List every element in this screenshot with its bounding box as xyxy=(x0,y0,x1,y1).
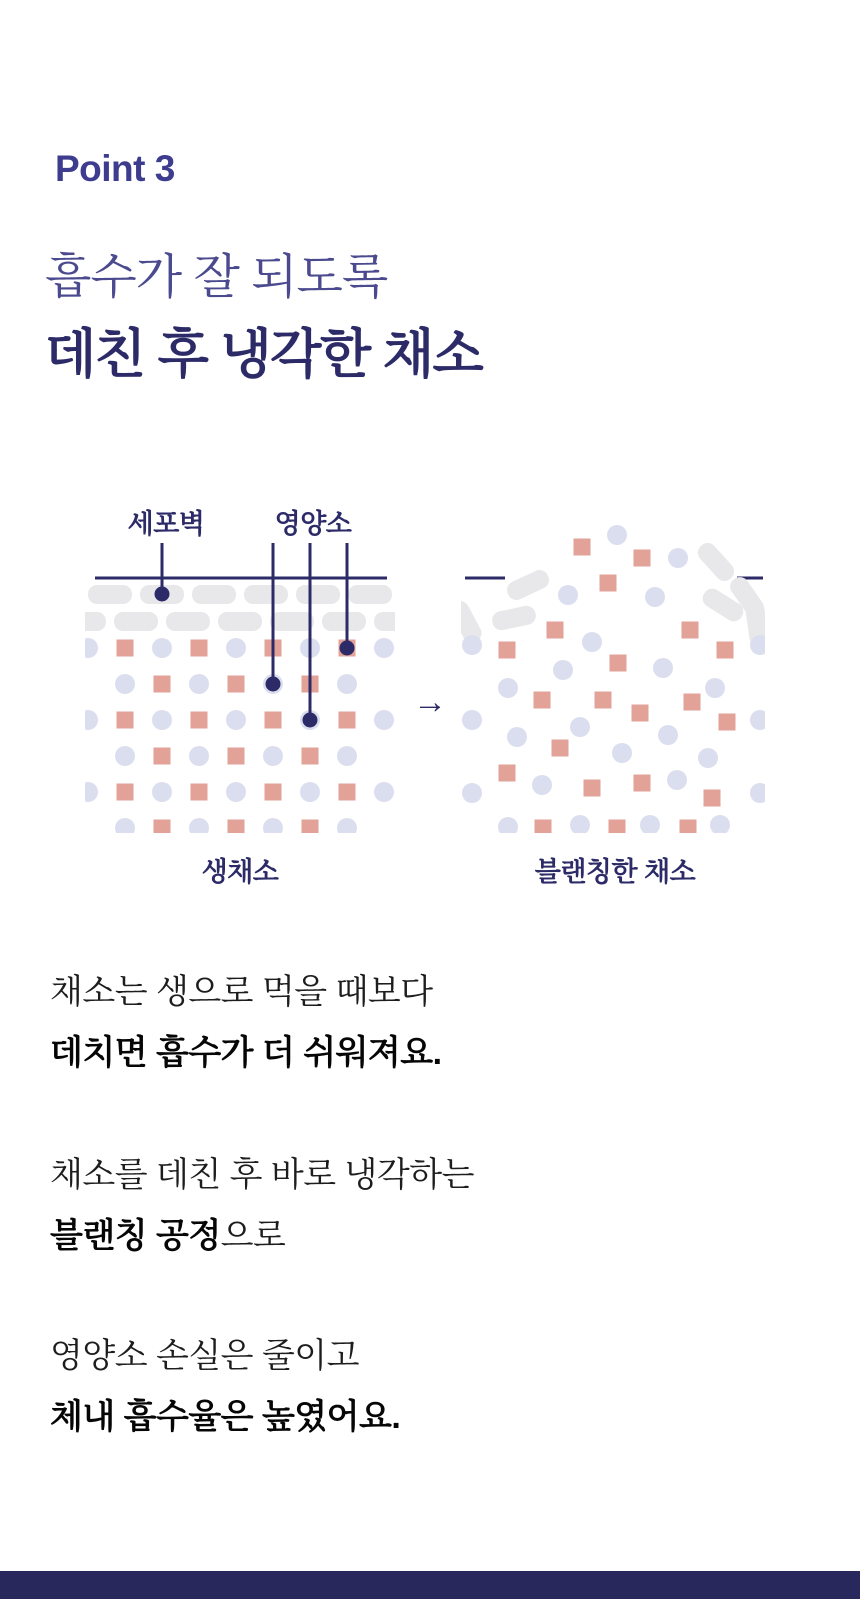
cellwall-annotation-label: 세포벽 xyxy=(127,509,205,539)
arrow-icon: → xyxy=(413,683,447,721)
point-label: Point 3 xyxy=(55,148,175,189)
paragraph-absorption xyxy=(50,962,442,1084)
section-heading xyxy=(45,250,482,386)
paragraph-line: 으로 xyxy=(220,1217,286,1255)
paragraph-line-bold: 블랜칭 공정 xyxy=(50,1217,221,1255)
paragraph-nutrient-result xyxy=(50,1326,400,1448)
paragraph-blanching-process xyxy=(50,1145,474,1267)
heading-line1: 흡수가 잘 되도록 xyxy=(45,251,388,304)
paragraph-line: 영양소 손실은 줄이고 xyxy=(50,1337,359,1375)
heading-line2: 데친 후 냉각한 채소 xyxy=(45,325,483,384)
blanched-vegetable-illustration xyxy=(461,500,765,833)
footer-divider-bar xyxy=(0,1571,860,1599)
paragraph-line: 채소는 생으로 먹을 때보다 xyxy=(50,973,433,1011)
paragraph-line-bold: 데치면 흡수가 더 쉬워져요. xyxy=(50,1034,442,1072)
paragraph-line-bold: 체내 흡수율은 높였어요. xyxy=(50,1398,401,1436)
blanched-vegetable-caption: 블랜칭한 채소 xyxy=(534,857,696,887)
nutrient-annotation-label: 영양소 xyxy=(274,509,352,539)
raw-vegetable-illustration xyxy=(85,500,395,833)
paragraph-line: 채소를 데친 후 바로 냉각하는 xyxy=(50,1156,474,1194)
raw-vegetable-caption: 생채소 xyxy=(201,857,279,887)
